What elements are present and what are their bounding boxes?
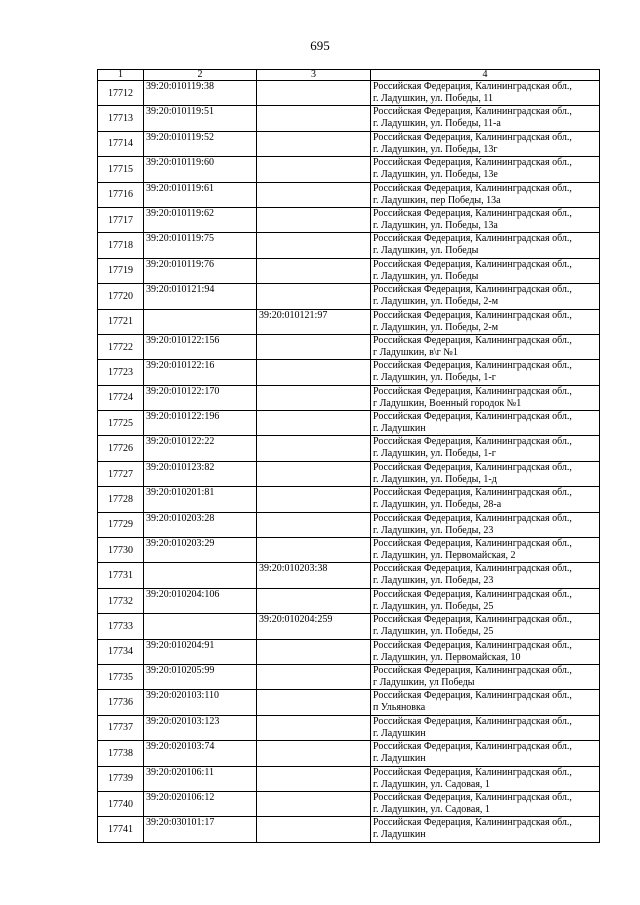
cadastral-number-col3 [257,512,371,537]
cadastral-number-col2: 39:20:010204:91 [144,639,257,664]
address-line-1: Российская Федерация, Калининградская обл., [373,106,572,118]
address-cell [371,766,600,791]
cadastral-number-col2: 39:20:010119:61 [144,182,257,207]
address-cell [371,334,600,359]
table-row [98,512,600,537]
table-row [98,487,600,512]
row-number: 17725 [98,411,144,436]
address-line-1: Российская Федерация, Калининградская обл., [373,182,572,194]
row-number: 17740 [98,791,144,816]
table-row [98,791,600,816]
address-cell [371,791,600,816]
cadastral-number-col2: 39:20:020103:74 [144,741,257,766]
row-number: 17731 [98,563,144,588]
address-line-2: г Ладушкин, в\г №1 [373,346,458,358]
table-row [98,233,600,258]
cadastral-number-col3 [257,182,371,207]
header-col-3: 3 [257,70,371,81]
address-cell [371,157,600,182]
cadastral-number-col3 [257,436,371,461]
address-line-2: г. Ладушкин, ул. Садовая, 1 [373,778,490,790]
address-line-1: Российская Федерация, Калининградская обл., [373,741,572,753]
address-line-1: Российская Федерация, Калининградская обл., [373,664,572,676]
address-line-2: г. Ладушкин, ул. Победы, 25 [373,626,494,638]
cadastral-number-col2: 39:20:010122:16 [144,360,257,385]
address-cell [371,538,600,563]
cadastral-number-col3 [257,233,371,258]
address-line-1: Российская Федерация, Калининградская обл., [373,715,572,727]
address-cell [371,715,600,740]
table-row [98,258,600,283]
address-line-1: Российская Федерация, Калининградская обл., [373,309,572,321]
address-cell [371,588,600,613]
address-line-2: г. Ладушкин, ул. Победы, 13е [373,169,498,181]
table-row [98,588,600,613]
row-number: 17734 [98,639,144,664]
row-number: 17716 [98,182,144,207]
cadastral-number-col3 [257,791,371,816]
address-cell [371,563,600,588]
address-cell [371,81,600,106]
row-number: 17722 [98,334,144,359]
cadastral-number-col2: 39:20:010203:28 [144,512,257,537]
registry-table [97,69,600,843]
address-line-2: г. Ладушкин, ул. Победы, 13г [373,143,498,155]
cadastral-number-col3 [257,385,371,410]
cadastral-number-col2: 39:20:010201:81 [144,487,257,512]
address-cell [371,106,600,131]
cadastral-number-col3 [257,106,371,131]
address-cell [371,385,600,410]
address-cell [371,309,600,334]
cadastral-number-col2: 39:20:020103:110 [144,690,257,715]
table-row [98,106,600,131]
row-number: 17727 [98,461,144,486]
cadastral-number-col3 [257,817,371,842]
cadastral-number-col2: 39:20:010122:196 [144,411,257,436]
page-number: 695 [310,38,330,53]
cadastral-number-col3 [257,360,371,385]
table-row [98,284,600,309]
cadastral-number-col2: 39:20:010119:38 [144,81,257,106]
address-line-2: г. Ладушкин, ул. Победы, 1-г [373,372,496,384]
cadastral-number-col2: 39:20:010122:156 [144,334,257,359]
row-number: 17741 [98,817,144,842]
row-number: 17729 [98,512,144,537]
address-line-1: Российская Федерация, Калининградская обл., [373,588,572,600]
cadastral-number-col3: 39:20:010203:38 [257,563,371,588]
address-line-2: п Ульяновка [373,702,426,714]
address-line-1: Российская Федерация, Калининградская обл., [373,690,572,702]
row-number: 17739 [98,766,144,791]
row-number: 17724 [98,385,144,410]
cadastral-number-col3 [257,258,371,283]
address-line-2: г. Ладушкин, ул. Победы [373,245,479,257]
row-number: 17735 [98,664,144,689]
address-line-1: Российская Федерация, Калининградская обл., [373,487,572,499]
address-line-2: г. Ладушкин, ул. Победы, 23 [373,524,494,536]
cadastral-number-col3 [257,538,371,563]
row-number: 17712 [98,81,144,106]
cadastral-number-col3 [257,690,371,715]
cadastral-number-col2 [144,309,257,334]
address-cell [371,664,600,689]
address-cell [371,284,600,309]
address-line-2: г. Ладушкин, ул. Победы, 23 [373,575,494,587]
address-line-1: Российская Федерация, Калининградская обл., [373,817,572,829]
table-row [98,690,600,715]
address-line-2: г. Ладушкин, ул. Победы, 1-д [373,473,497,485]
address-cell [371,614,600,639]
cadastral-number-col2: 39:20:010119:52 [144,131,257,156]
table-row [98,334,600,359]
header-col-2: 2 [144,70,257,81]
address-line-1: Российская Федерация, Калининградская обл., [373,563,572,575]
table-row [98,538,600,563]
address-line-1: Российская Федерация, Калининградская обл., [373,411,572,423]
table-row [98,614,600,639]
address-cell [371,639,600,664]
table-row [98,563,600,588]
registry-table-body [98,70,600,843]
cadastral-number-col2: 39:20:010123:82 [144,461,257,486]
row-number: 17726 [98,436,144,461]
cadastral-number-col2 [144,563,257,588]
row-number: 17713 [98,106,144,131]
address-line-2: г. Ладушкин [373,829,426,841]
cadastral-number-col2: 39:20:010205:99 [144,664,257,689]
table-row [98,411,600,436]
table-row [98,715,600,740]
row-number: 17715 [98,157,144,182]
cadastral-number-col2: 39:20:010122:22 [144,436,257,461]
row-number: 17730 [98,538,144,563]
table-row [98,207,600,232]
address-line-2: г. Ладушкин, ул. Первомайская, 2 [373,550,516,562]
cadastral-number-col2: 39:20:020103:123 [144,715,257,740]
cadastral-number-col3: 39:20:010204:259 [257,614,371,639]
address-line-2: г. Ладушкин [373,727,426,739]
cadastral-number-col2: 39:20:020106:11 [144,766,257,791]
address-line-1: Российская Федерация, Калининградская обл., [373,258,572,270]
cadastral-number-col2 [144,614,257,639]
address-cell [371,233,600,258]
cadastral-number-col2: 39:20:010122:170 [144,385,257,410]
address-cell [371,131,600,156]
cadastral-number-col2: 39:20:010204:106 [144,588,257,613]
address-line-1: Российская Федерация, Калининградская обл., [373,157,572,169]
row-number: 17718 [98,233,144,258]
table-row [98,182,600,207]
cadastral-number-col3 [257,588,371,613]
cadastral-number-col3 [257,411,371,436]
cadastral-number-col3 [257,487,371,512]
address-line-1: Российская Федерация, Калининградская обл., [373,766,572,778]
address-cell [371,182,600,207]
cadastral-number-col3 [257,81,371,106]
cadastral-number-col3 [257,639,371,664]
address-cell [371,360,600,385]
address-line-1: Российская Федерация, Калининградская обл., [373,360,572,372]
address-line-2: г. Ладушкин, ул. Садовая, 1 [373,803,490,815]
cadastral-number-col3 [257,461,371,486]
address-cell [371,817,600,842]
row-number: 17738 [98,741,144,766]
address-line-1: Российская Федерация, Калининградская обл., [373,538,572,550]
cadastral-number-col3 [257,766,371,791]
address-line-1: Российская Федерация, Калининградская обл., [373,639,572,651]
address-line-2: г Ладушкин, Военный городок №1 [373,397,522,409]
cadastral-number-col3 [257,131,371,156]
header-col-4: 4 [371,70,600,81]
address-line-1: Российская Федерация, Калининградская обл., [373,461,572,473]
address-line-2: г. Ладушкин, ул. Победы [373,270,479,282]
table-row [98,157,600,182]
address-line-1: Российская Федерация, Калининградская обл., [373,791,572,803]
address-line-1: Российская Федерация, Калининградская обл., [373,207,572,219]
address-line-1: Российская Федерация, Калининградская обл., [373,512,572,524]
row-number: 17728 [98,487,144,512]
row-number: 17717 [98,207,144,232]
address-line-2: г. Ладушкин, ул. Победы, 2-м [373,296,499,308]
cadastral-number-col3 [257,157,371,182]
address-line-1: Российская Федерация, Калининградская обл., [373,284,572,296]
table-row [98,766,600,791]
address-cell [371,258,600,283]
address-cell [371,741,600,766]
address-line-2: г. Ладушкин [373,753,426,765]
table-row [98,131,600,156]
row-number: 17720 [98,284,144,309]
address-line-1: Российская Федерация, Калининградская обл., [373,81,572,92]
table-row [98,817,600,842]
cadastral-number-col2: 39:20:010119:51 [144,106,257,131]
cadastral-number-col3 [257,715,371,740]
address-cell [371,436,600,461]
address-cell [371,690,600,715]
row-number: 17736 [98,690,144,715]
header-col-1: 1 [98,70,144,81]
address-cell [371,411,600,436]
address-line-1: Российская Федерация, Калининградская обл., [373,131,572,143]
address-line-2: г. Ладушкин, пер Победы, 13а [373,194,501,206]
address-line-1: Российская Федерация, Калининградская обл., [373,334,572,346]
address-line-2: г. Ладушкин, ул. Победы, 25 [373,600,494,612]
row-number: 17721 [98,309,144,334]
cadastral-number-col2: 39:20:010203:29 [144,538,257,563]
table-row [98,461,600,486]
cadastral-number-col2: 39:20:010121:94 [144,284,257,309]
address-line-1: Российская Федерация, Калининградская обл., [373,436,572,448]
table-row [98,81,600,106]
cadastral-number-col2: 39:20:010119:76 [144,258,257,283]
address-line-2: г. Ладушкин, ул. Победы, 28-а [373,499,502,511]
row-number: 17733 [98,614,144,639]
address-line-2: г. Ладушкин [373,423,426,435]
row-number: 17723 [98,360,144,385]
table-header-row [98,70,600,81]
address-cell [371,487,600,512]
cadastral-number-col2: 39:20:030101:17 [144,817,257,842]
cadastral-number-col3 [257,664,371,689]
row-number: 17737 [98,715,144,740]
cadastral-number-col3 [257,334,371,359]
cadastral-number-col2: 39:20:010119:60 [144,157,257,182]
table-row [98,664,600,689]
address-line-2: г. Ладушкин, ул. Победы, 11 [373,93,494,104]
cadastral-number-col3 [257,207,371,232]
address-line-1: Российская Федерация, Калининградская обл., [373,233,572,245]
address-cell [371,512,600,537]
table-row [98,639,600,664]
row-number: 17719 [98,258,144,283]
address-line-1: Российская Федерация, Калининградская обл., [373,614,572,626]
table-row [98,360,600,385]
row-number: 17714 [98,131,144,156]
cadastral-number-col3 [257,741,371,766]
address-line-2: г. Ладушкин, ул. Победы, 1-г [373,448,496,460]
table-row [98,436,600,461]
address-line-2: г. Ладушкин, ул. Победы, 2-м [373,321,499,333]
cadastral-number-col2: 39:20:020106:12 [144,791,257,816]
address-cell [371,207,600,232]
address-line-1: Российская Федерация, Калининградская обл., [373,385,572,397]
cadastral-number-col3: 39:20:010121:97 [257,309,371,334]
address-line-2: г. Ладушкин, ул. Первомайская, 10 [373,651,521,663]
cadastral-number-col2: 39:20:010119:75 [144,233,257,258]
row-number: 17732 [98,588,144,613]
address-cell [371,461,600,486]
table-row [98,741,600,766]
table-row [98,309,600,334]
address-line-2: г Ладушкин, ул Победы [373,676,475,688]
address-line-2: г. Ладушкин, ул. Победы, 11-а [373,118,501,130]
cadastral-number-col3 [257,284,371,309]
cadastral-number-col2: 39:20:010119:62 [144,207,257,232]
table-row [98,385,600,410]
address-line-2: г. Ладушкин, ул. Победы, 13а [373,219,498,231]
